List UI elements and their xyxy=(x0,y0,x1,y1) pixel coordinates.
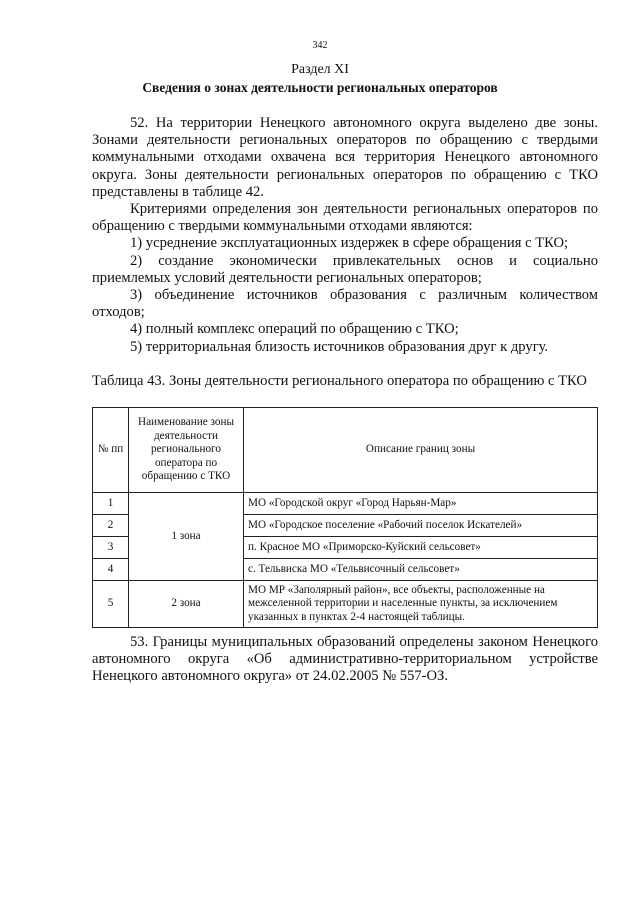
criteria-item-1: 1) усреднение эксплуатационных издержек в сфере обращения с ТКО; xyxy=(130,235,569,252)
zone-2-cell: 2 зона xyxy=(129,581,244,628)
table-caption: Таблица 43. Зоны деятельности регионального оператора по обращению с ТКО xyxy=(92,373,587,389)
criteria-intro: Критериями определения зон деятельности региональных операторов по обращению с твердыми коммунальными отходами являются: xyxy=(92,201,598,235)
page-number: 342 xyxy=(312,40,328,51)
criteria-item-5: 5) территориальная близость источников образования друг к другу. xyxy=(130,338,549,355)
row-num: 5 xyxy=(93,581,129,628)
header-boundary-description: Описание границ зоны xyxy=(244,408,598,493)
row-description: МО «Городское поселение «Рабочий поселок Искателей» xyxy=(244,515,598,537)
header-num: № пп xyxy=(93,408,129,493)
criteria-item-2: 2) создание экономически привлекательных основ и социально приемлемых условий деятельности региональных операторов; xyxy=(92,252,598,286)
row-num: 4 xyxy=(93,559,129,581)
zones-table xyxy=(92,407,598,628)
table-row xyxy=(93,581,598,628)
criteria-item-4: 4) полный комплекс операций по обращению с ТКО; xyxy=(130,321,459,338)
row-description: МО «Городской округ «Город Нарьян-Мар» xyxy=(244,493,598,515)
row-num: 1 xyxy=(93,493,129,515)
table-header-row xyxy=(93,408,598,493)
table-row xyxy=(93,493,598,515)
section-title: Сведения о зонах деятельности региональных операторов xyxy=(142,80,498,95)
row-num: 3 xyxy=(93,537,129,559)
row-num: 2 xyxy=(93,515,129,537)
section-label: Раздел XI xyxy=(291,62,349,77)
row-description: МО МР «Заполярный район», все объекты, расположенные на межселенной территории и населенные пункты, за исключением указанных в пунктах 2-4 настоящей таблицы. xyxy=(244,581,598,628)
zone-1-cell: 1 зона xyxy=(129,493,244,581)
criteria-block xyxy=(92,201,598,356)
paragraph-52-text: 52. На территории Ненецкого автономного округа выделено две зоны. Зонами деятельности региональных операторов по обращению с твердыми коммунальными отходами охвачена вся территория Ненецкого автономного округа. Зоны деятельности региональных операторов по обращению с ТКО представлены в таблице 42. xyxy=(92,115,598,200)
paragraph-53 xyxy=(92,634,598,686)
paragraph-52 xyxy=(92,115,598,201)
row-description: п. Красное МО «Приморско-Куйский сельсовет» xyxy=(244,537,598,559)
criteria-item-3: 3) объединение источников образования с различным количеством отходов; xyxy=(92,287,598,321)
paragraph-53-text: 53. Границы муниципальных образований определены законом Ненецкого автономного округа «Об административно-территориальном устройстве Ненецкого автономного округа» от 24.02.2005 № 557-ОЗ. xyxy=(92,634,598,685)
header-zone-name: Наименование зоны деятельности регионального оператора по обращению с ТКО xyxy=(129,408,244,493)
row-description: с. Тельвиска МО «Тельвисочный сельсовет» xyxy=(244,559,598,581)
